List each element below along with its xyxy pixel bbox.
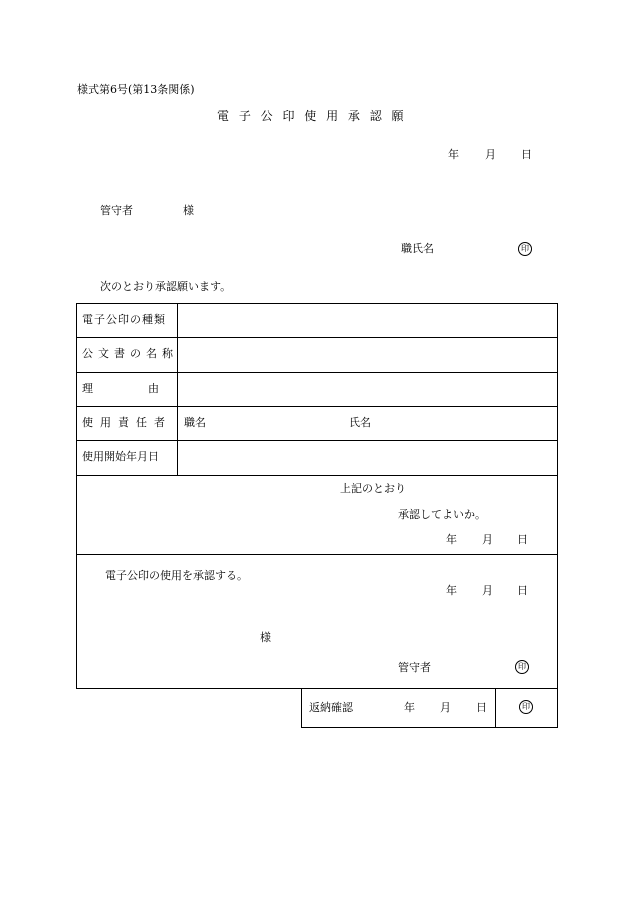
seal-icon: 印 [518,242,532,256]
column-divider [177,303,178,475]
responsible-title-label: 職名 [184,416,206,429]
review-line-2: 承認してよいか。 [398,508,486,521]
return-box-label: 返納確認 [309,701,353,714]
header-date-month: 月 [485,148,496,161]
return-box-border-right [557,688,558,727]
row-divider [76,440,557,441]
table-border-right [557,303,558,688]
row-divider [76,475,557,476]
form-title: 電 子 公 印 使 用 承 認 願 [217,109,407,123]
return-box-border-bottom [301,727,558,728]
row-label-reason: 理 由 [82,382,159,395]
form-number: 様式第6号(第13条関係) [77,83,195,96]
table-border-bottom [76,688,558,689]
row-label-seal-type: 電子公印の種類 [82,313,166,326]
row-divider [76,406,557,407]
row-divider [76,337,557,338]
seal-icon: 印 [519,700,533,714]
row-label-document-name: 公文書の名称 [82,347,178,360]
addressee-label: 管守者 [100,204,133,217]
responsible-name-label: 氏名 [349,416,371,429]
approval-date-year: 年 [446,584,457,597]
header-date-year: 年 [448,148,459,161]
row-divider [76,372,557,373]
approval-signer-label: 管守者 [398,661,431,674]
approval-honorific: 様 [260,631,271,644]
addressee-honorific: 様 [183,204,194,217]
return-box-divider [495,688,496,727]
approval-date-month: 月 [482,584,493,597]
review-line-1: 上記のとおり [340,482,406,495]
row-divider [76,554,557,555]
approval-date-day: 日 [517,584,528,597]
review-date-year: 年 [446,533,457,546]
table-border-left [76,303,77,688]
row-label-start-date: 使用開始年月日 [82,450,159,463]
review-date-day: 日 [517,533,528,546]
applicant-label: 職氏名 [401,242,434,255]
return-box-border-left [301,688,302,727]
header-date-day: 日 [521,148,532,161]
approval-text: 電子公印の使用を承認する。 [105,569,248,582]
review-date-month: 月 [482,533,493,546]
intro-text: 次のとおり承認願います。 [100,280,232,293]
return-date-year: 年 [404,701,415,714]
row-label-responsible-person: 使用責任者 [82,416,172,429]
return-date-month: 月 [440,701,451,714]
return-date-day: 日 [476,701,487,714]
table-border-top [76,303,557,304]
seal-icon: 印 [515,660,529,674]
